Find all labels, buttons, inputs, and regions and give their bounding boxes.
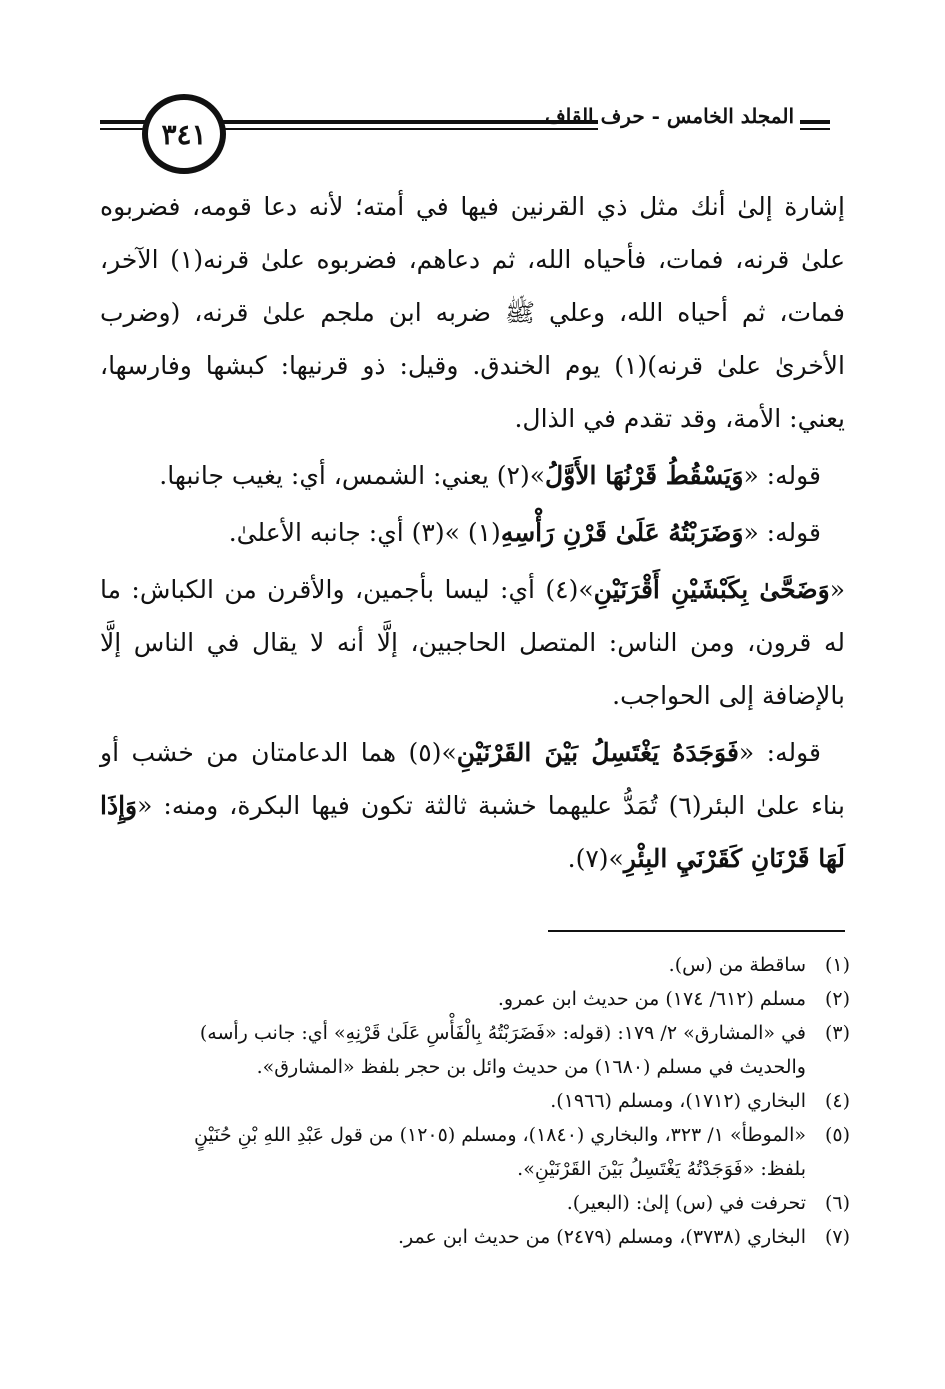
footnote xyxy=(90,948,850,982)
paragraph xyxy=(100,449,845,502)
paragraph xyxy=(100,726,845,885)
footnote xyxy=(90,1118,850,1186)
footnote-text: «الموطأ» ١/ ٣٢٣، والبخاري (١٨٤٠)، ومسلم (١٢٠٥) من قول عَبْدِ اللهِ بْنِ حُنَيْنٍ xyxy=(193,1124,806,1146)
footnote-divider xyxy=(548,930,845,932)
header-rule xyxy=(100,128,148,130)
footnote-text: البخاري (١٧١٢)، ومسلم (١٩٦٦). xyxy=(550,1090,806,1112)
footnote-number: (٥) xyxy=(824,1124,850,1146)
paragraph xyxy=(100,506,845,559)
footnote-number: (٧) xyxy=(824,1226,850,1248)
page-header xyxy=(100,92,830,172)
paragraph xyxy=(100,180,845,445)
running-head: المجلد الخامس - حرف القاف xyxy=(545,104,794,128)
footnote-number: (٢) xyxy=(824,988,850,1010)
paragraph-text: »(٧). xyxy=(567,844,624,873)
footnote-number: (١) xyxy=(824,954,850,976)
paragraph-text: قوله: « xyxy=(738,738,821,767)
paragraph-text: »(٢) يعني: الشمس، أي: يغيب جانبها. xyxy=(159,461,546,490)
footnote-text: مسلم (٦١٢/ ١٧٤) من حديث ابن عمرو. xyxy=(497,988,806,1010)
header-rule xyxy=(100,120,148,124)
footnote xyxy=(90,1220,850,1254)
paragraph-text: »(٤) أي: ليسا بأجمين، والأقرن من الكباش: ما له قرون، ومن الناس: المتصل الحاجبين، إلَّا أنه لا يقال في الناس إلَّا بالإضافة إلى الحواجب. xyxy=(100,575,845,710)
footnote-body xyxy=(90,1118,806,1186)
footnote xyxy=(90,1016,850,1084)
paragraph-text: »(٥) هما الدعامتان من خشب أو بناء علىٰ البئر(٦) تُمَدُّ عليهما خشبة ثالثة تكون فيها البكرة، ومنه: « xyxy=(100,738,845,820)
footnote-number: (٣) xyxy=(824,1022,850,1044)
footnote xyxy=(90,982,850,1016)
footnote-text: في «المشارق» ٢/ ١٧٩: (قوله: «فَضَرَبْتُهُ بِالْفَأْسِ عَلَىٰ قَرْنِهِ» أي: جانب رأسه) xyxy=(199,1022,806,1044)
hadith-quote: فَوَجَدَهُ يَغْتَسِلُ بَيْنَ القَرْنَيْنِ xyxy=(456,738,739,767)
header-rule xyxy=(800,120,830,124)
footnote-text: ساقطة من (س). xyxy=(668,954,806,976)
main-text xyxy=(100,180,845,889)
paragraph-text: قوله: « xyxy=(743,461,821,490)
footnote xyxy=(90,1084,850,1118)
paragraph xyxy=(100,563,845,722)
paragraph-text: « xyxy=(829,575,845,604)
footnotes xyxy=(90,948,850,1254)
header-rule xyxy=(800,128,830,130)
hadith-quote: وَضَرَبْتُهُ عَلَىٰ قَرْنِ رَأْسِهِ xyxy=(500,518,744,547)
footnote-number: (٦) xyxy=(824,1192,850,1214)
footnote-text-continued: بلفظ: «فَوَجَدْتُهُ يَغْتَسِلُ بَيْنَ القَرْنَيْنِ». xyxy=(517,1158,806,1180)
footnote-number: (٤) xyxy=(824,1090,850,1112)
footnote-body xyxy=(90,1016,806,1084)
page-number: ٣٤١ xyxy=(142,94,226,174)
footnote xyxy=(90,1186,850,1220)
paragraph-text: إشارة إلىٰ أنك مثل ذي القرنين فيها في أمته؛ لأنه دعا قومه، فضربوه علىٰ قرنه، فمات، فأحياه الله، ثم دعاهم، فضربوه علىٰ قرنه(١) الآخر، فمات، ثم أحياه الله، وعلي ﷺ ضربه ابن ملجم علىٰ قرنه، (وضرب الأخرىٰ علىٰ قرنه)(١) يوم الخندق. وقيل: ذو قرنيها: كبشها وفارسها، يعني: الأمة، وقد تقدم في الذال. xyxy=(100,192,845,433)
hadith-quote: وَيَسْقُطُ قَرْنُهَا الأَوَّلُ xyxy=(545,461,744,490)
footnote-text: تحرفت في (س) إلىٰ: (البعير). xyxy=(566,1192,806,1214)
paragraph-text: قوله: « xyxy=(743,518,821,547)
header-rule xyxy=(218,128,598,130)
footnote-text-continued: والحديث في مسلم (١٦٨٠) من حديث وائل بن حجر بلفظ «المشارق». xyxy=(256,1056,806,1078)
hadith-quote: وَضَحَّىٰ بِكَبْشَيْنِ أَقْرَنَيْنِ xyxy=(593,575,830,604)
header-rule xyxy=(218,120,598,124)
hadith-quote: وَإِذَا لَهَا قَرْنَانِ كَقَرْنَيِ البِئْرِ xyxy=(100,791,845,873)
footnote-text: البخاري (٣٧٣٨)، ومسلم (٢٤٧٩) من حديث ابن عمر. xyxy=(397,1226,806,1248)
paragraph-text: (١) »(٣) أي: جانبه الأعلىٰ. xyxy=(228,518,501,547)
